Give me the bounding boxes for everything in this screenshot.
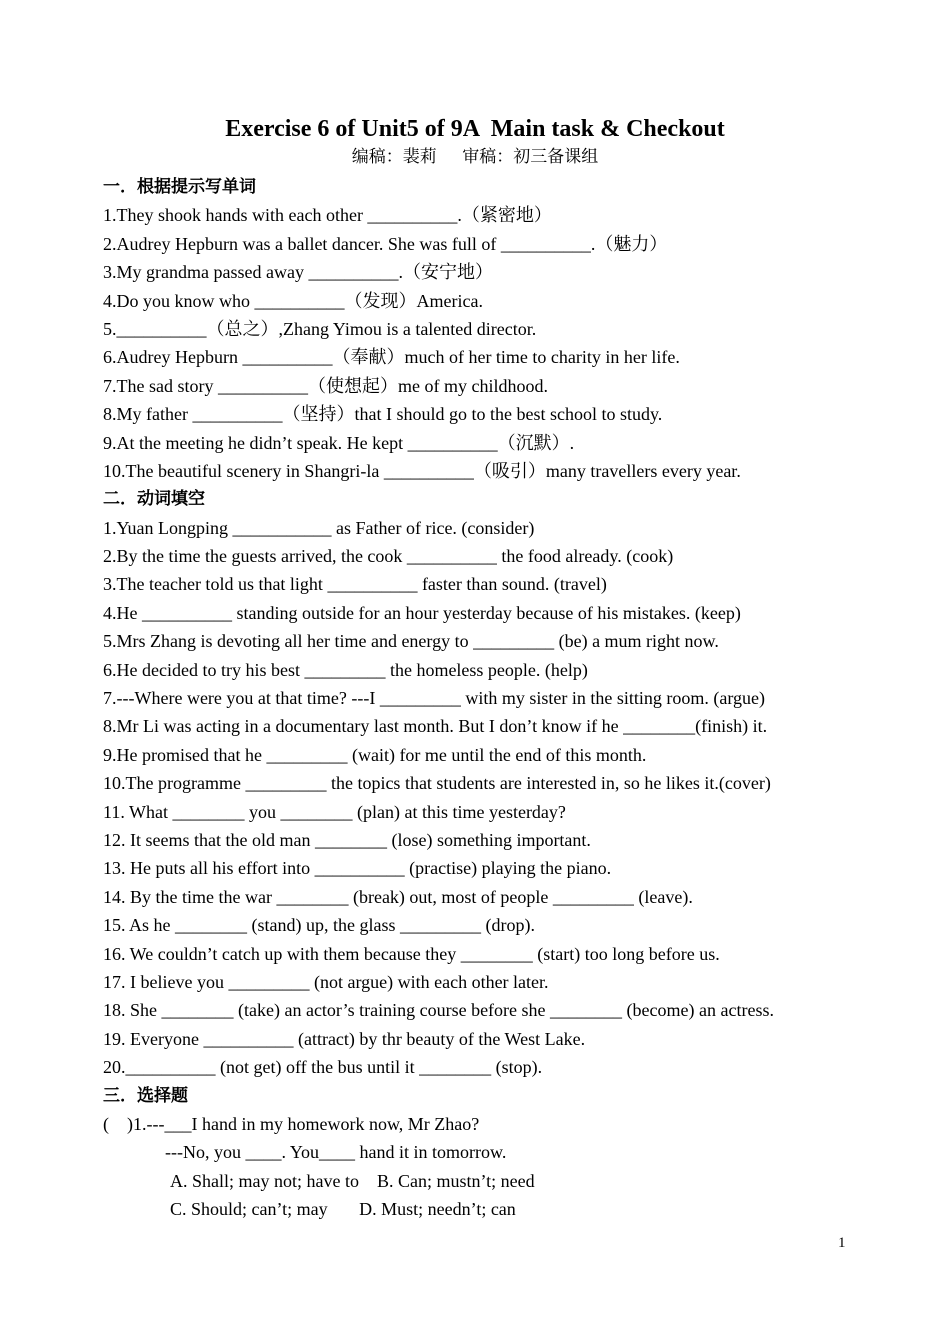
question-item: 4.He __________ standing outside for an hour yesterday because of his mistakes. (keep)	[103, 602, 741, 623]
question-item: 8.Mr Li was acting in a documentary last month. But I don’t know if he ________(finish) it.	[103, 716, 768, 737]
question-item: 6.He decided to try his best _________ the homeless people. (help)	[103, 659, 588, 680]
question-item: 13. He puts all his effort into __________ (practise) playing the piano.	[103, 858, 612, 879]
question-item: 8.My father __________（坚持）that I should go to the best school to study.	[103, 404, 663, 425]
section-heading-verb-fill: 二．动词填空	[103, 489, 205, 510]
editor-credits: 编稿：裴莉 审稿：初三备课组	[351, 147, 599, 166]
question-item: 1.They shook hands with each other __________.（紧密地）	[103, 205, 552, 226]
question-item: 5.__________（总之）,Zhang Yimou is a talented director.	[103, 318, 537, 339]
question-item: 14. By the time the war ________ (break) out, most of people _________ (leave).	[103, 886, 693, 907]
question-item: 18. She ________ (take) an actor’s training course before she ________ (become) an actress.	[103, 1000, 774, 1021]
question-item: 15. As he ________ (stand) up, the glass _________ (drop).	[103, 915, 535, 936]
question-item: 3.My grandma passed away __________.（安宁地）	[103, 262, 493, 283]
question-item: 17. I believe you _________ (not argue) with each other later.	[103, 971, 549, 992]
section-heading-word-writing: 一．根据提示写单词	[103, 177, 256, 197]
page-number: 1	[838, 1235, 846, 1251]
page-title: Exercise 6 of Unit5 of 9A Main task & Checkout	[225, 116, 725, 142]
mcq-question-stem: ( )1.---___I hand in my homework now, Mr Zhao?	[103, 1113, 480, 1134]
question-item: 10.The programme _________ the topics that students are interested in, so he likes it.(cover)	[103, 773, 771, 794]
question-item: 12. It seems that the old man ________ (lose) something important.	[103, 829, 591, 850]
mcq-question-reply: ---No, you ____. You____ hand it in tomorrow.	[165, 1142, 507, 1163]
question-item: 6.Audrey Hepburn __________（奉献）much of her time to charity in her life.	[103, 347, 680, 368]
question-item: 3.The teacher told us that light __________ faster than sound. (travel)	[103, 574, 607, 595]
question-item: 20.__________ (not get) off the bus until it ________ (stop).	[103, 1057, 543, 1078]
exercise-body	[103, 173, 923, 1223]
question-item: 19. Everyone __________ (attract) by thr beauty of the West Lake.	[103, 1028, 586, 1049]
question-item: 7.---Where were you at that time? ---I _________ with my sister in the sitting room. (argue)	[103, 688, 765, 709]
question-item: 5.Mrs Zhang is devoting all her time and energy to _________ (be) a mum right now.	[103, 631, 719, 652]
question-item: 1.Yuan Longping ___________ as Father of rice. (consider)	[103, 517, 535, 538]
question-item: 4.Do you know who __________（发现）America.	[103, 290, 483, 311]
question-item: 11. What ________ you ________ (plan) at this time yesterday?	[103, 801, 566, 822]
question-item: 9.At the meeting he didn’t speak. He kept __________（沉默）.	[103, 432, 575, 453]
question-item: 9.He promised that he _________ (wait) for me until the end of this month.	[103, 744, 647, 765]
question-item: 16. We couldn’t catch up with them because they ________ (start) too long before us.	[103, 943, 720, 964]
question-item: 7.The sad story __________（使想起）me of my childhood.	[103, 375, 548, 396]
section-heading-multiple-choice: 三．选择题	[103, 1085, 188, 1106]
question-item: 2.By the time the guests arrived, the cook __________ the food already. (cook)	[103, 546, 674, 567]
question-item: 2.Audrey Hepburn was a ballet dancer. She was full of __________.（魅力）	[103, 233, 668, 254]
mcq-options-ab: A. Shall; may not; have to B. Can; mustn’t; need	[170, 1170, 535, 1191]
mcq-options-cd: C. Should; can’t; may D. Must; needn’t; can	[170, 1199, 516, 1220]
question-item: 10.The beautiful scenery in Shangri-la __________（吸引）many travellers every year.	[103, 460, 741, 481]
